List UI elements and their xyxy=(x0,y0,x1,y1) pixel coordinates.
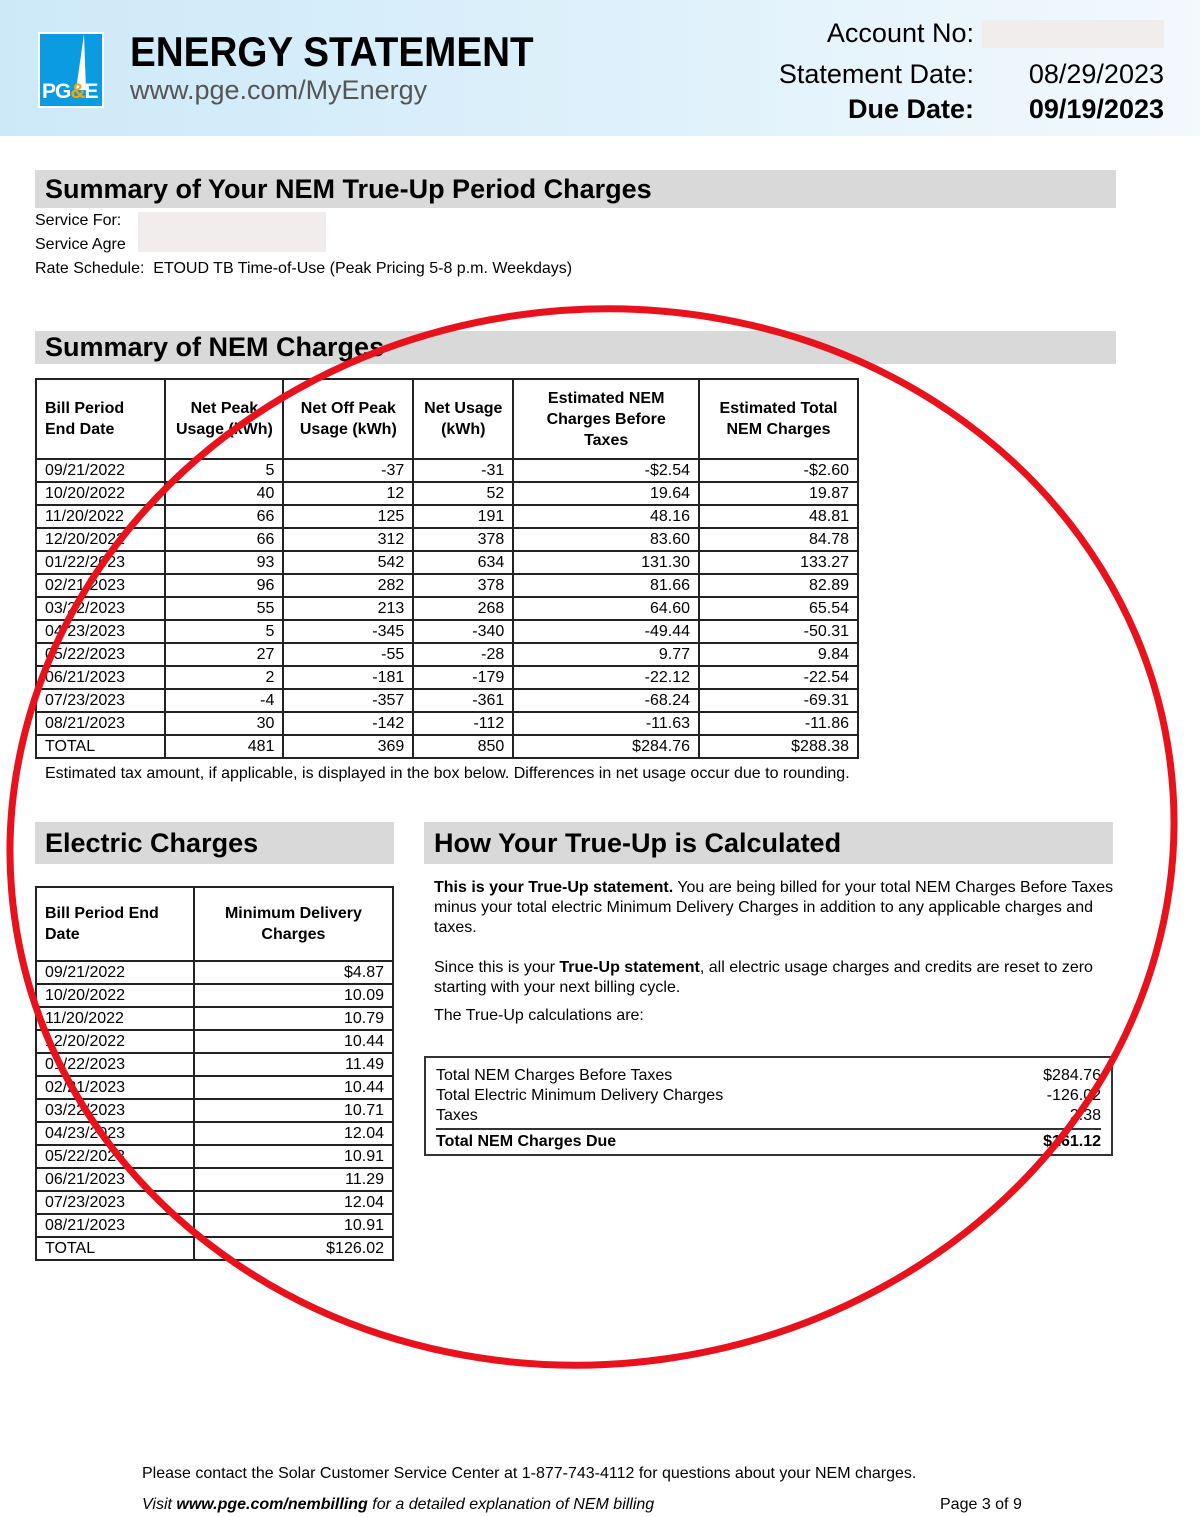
table-cell: 282 xyxy=(283,574,413,597)
table-cell: -28 xyxy=(413,643,513,666)
table-cell: TOTAL xyxy=(36,735,165,758)
table-cell: 10.91 xyxy=(194,1214,393,1237)
true-up-p2-rest: , all electric usage charges and credits are reset to zero starting with your next billing cycle. xyxy=(434,959,1093,996)
column-header: Net Usage (kWh) xyxy=(413,379,513,459)
table-cell: 12/20/2022 xyxy=(36,1030,194,1053)
calc-row xyxy=(436,1086,1101,1106)
statement-date-label: Statement Date: xyxy=(778,59,974,89)
service-redacted xyxy=(138,212,326,252)
table-cell: 48.81 xyxy=(699,505,858,528)
calc-value: -126.02 xyxy=(1046,1087,1101,1104)
table-row xyxy=(36,1168,393,1191)
calc-label: Total Electric Minimum Delivery Charges xyxy=(436,1087,724,1104)
total-due-label: Total NEM Charges Due xyxy=(436,1133,617,1150)
column-header: Estimated NEM Charges Before Taxes xyxy=(513,379,699,459)
table-row xyxy=(36,1122,393,1145)
table-cell: 83.60 xyxy=(513,528,699,551)
table-row xyxy=(36,551,858,574)
true-up-calculation-box xyxy=(424,1056,1113,1156)
account-label: Account No: xyxy=(826,18,974,48)
table-cell: 01/22/2023 xyxy=(36,551,165,574)
column-header: Estimated Total NEM Charges xyxy=(699,379,858,459)
calc-value: $284.76 xyxy=(1043,1067,1101,1084)
table-row xyxy=(36,459,858,482)
table-cell: -340 xyxy=(413,620,513,643)
true-up-p2-bold: True-Up statement xyxy=(559,959,700,976)
account-number-redacted xyxy=(982,20,1164,48)
table-cell: -49.44 xyxy=(513,620,699,643)
table-row xyxy=(36,574,858,597)
table-cell: -112 xyxy=(413,712,513,735)
table-row xyxy=(36,643,858,666)
table-row xyxy=(36,984,393,1007)
table-cell: -22.12 xyxy=(513,666,699,689)
table-cell: $4.87 xyxy=(194,961,393,984)
table-cell: 09/21/2022 xyxy=(36,459,165,482)
table-cell: 84.78 xyxy=(699,528,858,551)
table-cell: -37 xyxy=(283,459,413,482)
table-cell: 10.44 xyxy=(194,1076,393,1099)
rate-schedule-label: Rate Schedule: xyxy=(35,260,145,277)
table-row xyxy=(36,961,393,984)
table-cell: -142 xyxy=(283,712,413,735)
visit-note xyxy=(142,1496,654,1514)
table-row xyxy=(36,1099,393,1122)
table-cell: -361 xyxy=(413,689,513,712)
true-up-bold: This is your True-Up statement. xyxy=(434,879,674,896)
electric-charges-heading: Electric Charges xyxy=(35,822,394,864)
page-number: Page 3 of 9 xyxy=(940,1496,1022,1513)
table-cell: -$2.60 xyxy=(699,459,858,482)
table-cell: $288.38 xyxy=(699,735,858,758)
column-header: Minimum Delivery Charges xyxy=(194,887,393,961)
table-cell: 03/22/2023 xyxy=(36,1099,194,1122)
contact-note: Please contact the Solar Customer Service Center at 1-877-743-4112 for questions about your NEM charges. xyxy=(142,1465,917,1482)
table-cell: 11/20/2022 xyxy=(36,1007,194,1030)
table-cell: $284.76 xyxy=(513,735,699,758)
table-cell: 268 xyxy=(413,597,513,620)
column-header: Net Off Peak Usage (kWh) xyxy=(283,379,413,459)
table-cell: 08/21/2023 xyxy=(36,1214,194,1237)
due-date: 09/19/2023 xyxy=(1028,94,1164,124)
table-cell: 850 xyxy=(413,735,513,758)
calc-label: Taxes xyxy=(436,1107,478,1124)
table-row xyxy=(36,1076,393,1099)
table-cell: 9.84 xyxy=(699,643,858,666)
table-cell: 378 xyxy=(413,528,513,551)
table-cell: 12 xyxy=(283,482,413,505)
table-row xyxy=(36,1214,393,1237)
pge-logo: PG&E xyxy=(38,32,104,108)
table-row xyxy=(36,1030,393,1053)
table-cell: 40 xyxy=(165,482,283,505)
table-cell: 05/22/2023 xyxy=(36,643,165,666)
table-cell: -68.24 xyxy=(513,689,699,712)
table-cell: 27 xyxy=(165,643,283,666)
true-up-explanation xyxy=(434,878,1114,1046)
nem-charges-table xyxy=(35,378,859,759)
true-up-summary-heading: Summary of Your NEM True-Up Period Charges xyxy=(35,170,1116,208)
calc-row xyxy=(436,1066,1101,1086)
table-cell: 64.60 xyxy=(513,597,699,620)
table-cell: -50.31 xyxy=(699,620,858,643)
table-row xyxy=(36,689,858,712)
table-cell: -181 xyxy=(283,666,413,689)
table-cell: 02/21/2023 xyxy=(36,1076,194,1099)
electric-charges-table xyxy=(35,886,394,1261)
table-cell: 10.71 xyxy=(194,1099,393,1122)
table-cell: 05/22/2023 xyxy=(36,1145,194,1168)
table-cell: -345 xyxy=(283,620,413,643)
true-up-p3: The True-Up calculations are: xyxy=(434,1007,644,1024)
true-up-p1: You are being billed for your total NEM Charges Before Taxes minus your total electric Minimum Delivery Charges in addition to any applicable charges and taxes. xyxy=(434,879,1114,936)
table-cell: -11.63 xyxy=(513,712,699,735)
table-cell: 10.44 xyxy=(194,1030,393,1053)
table-cell: 369 xyxy=(283,735,413,758)
table-cell: -55 xyxy=(283,643,413,666)
table-cell: 01/22/2023 xyxy=(36,1053,194,1076)
table-row xyxy=(36,1145,393,1168)
table-cell: 10.79 xyxy=(194,1007,393,1030)
account-info xyxy=(779,16,1164,127)
table-cell: 5 xyxy=(165,459,283,482)
website-url: www.pge.com/MyEnergy xyxy=(130,75,428,105)
table-cell: -$2.54 xyxy=(513,459,699,482)
table-cell: 55 xyxy=(165,597,283,620)
table-cell: 19.64 xyxy=(513,482,699,505)
table-cell: 65.54 xyxy=(699,597,858,620)
table-cell: 82.89 xyxy=(699,574,858,597)
table-cell: -11.86 xyxy=(699,712,858,735)
table-cell: 06/21/2023 xyxy=(36,1168,194,1191)
table-cell: 93 xyxy=(165,551,283,574)
statement-header xyxy=(0,0,1200,136)
table-cell: $126.02 xyxy=(194,1237,393,1260)
table-cell: -22.54 xyxy=(699,666,858,689)
page-title: ENERGY STATEMENT xyxy=(130,28,534,75)
table-row xyxy=(36,712,858,735)
statement-date: 08/29/2023 xyxy=(1028,59,1164,89)
visit-pre: Visit xyxy=(142,1496,177,1513)
table-cell: 81.66 xyxy=(513,574,699,597)
table-cell: 12/20/2022 xyxy=(36,528,165,551)
table-cell: 213 xyxy=(283,597,413,620)
table-cell: 12.04 xyxy=(194,1122,393,1145)
table-row xyxy=(36,1007,393,1030)
table-cell: 07/23/2023 xyxy=(36,689,165,712)
rate-schedule-value: ETOUD TB Time-of-Use (Peak Pricing 5-8 p.m. Weekdays) xyxy=(153,260,573,277)
table-cell: 9.77 xyxy=(513,643,699,666)
total-row xyxy=(36,735,858,758)
table-cell: 03/22/2023 xyxy=(36,597,165,620)
table-cell: 10.91 xyxy=(194,1145,393,1168)
table-cell: 10.09 xyxy=(194,984,393,1007)
table-cell: 2 xyxy=(165,666,283,689)
table-row xyxy=(36,1191,393,1214)
table-cell: 542 xyxy=(283,551,413,574)
service-agreement-label: Service Agre xyxy=(35,236,126,253)
table-cell: 09/21/2022 xyxy=(36,961,194,984)
tax-note: Estimated tax amount, if applicable, is displayed in the box below. Differences in net usage occur due to rounding. xyxy=(45,765,850,782)
calc-label: Total NEM Charges Before Taxes xyxy=(436,1067,673,1084)
table-cell: -69.31 xyxy=(699,689,858,712)
table-cell: 11.49 xyxy=(194,1053,393,1076)
table-cell: 10/20/2022 xyxy=(36,984,194,1007)
table-cell: 125 xyxy=(283,505,413,528)
true-up-p2-start: Since this is your xyxy=(434,959,560,976)
table-cell: 11.29 xyxy=(194,1168,393,1191)
table-cell: 131.30 xyxy=(513,551,699,574)
table-cell: 481 xyxy=(165,735,283,758)
table-row xyxy=(36,1053,393,1076)
table-cell: -357 xyxy=(283,689,413,712)
total-due-value: $161.12 xyxy=(1043,1133,1101,1150)
table-cell: -4 xyxy=(165,689,283,712)
table-cell: 02/21/2023 xyxy=(36,574,165,597)
table-cell: 06/21/2023 xyxy=(36,666,165,689)
table-cell: 48.16 xyxy=(513,505,699,528)
table-row xyxy=(36,666,858,689)
total-due-row xyxy=(436,1128,1101,1152)
table-cell: 634 xyxy=(413,551,513,574)
table-cell: 10/20/2022 xyxy=(36,482,165,505)
table-cell: 07/23/2023 xyxy=(36,1191,194,1214)
table-row xyxy=(36,528,858,551)
table-cell: 133.27 xyxy=(699,551,858,574)
table-cell: TOTAL xyxy=(36,1237,194,1260)
table-cell: 04/23/2023 xyxy=(36,1122,194,1145)
table-cell: 312 xyxy=(283,528,413,551)
total-row xyxy=(36,1237,393,1260)
calc-value: 2.38 xyxy=(1069,1107,1101,1124)
table-row xyxy=(36,597,858,620)
table-cell: 30 xyxy=(165,712,283,735)
table-cell: 08/21/2023 xyxy=(36,712,165,735)
table-cell: 66 xyxy=(165,505,283,528)
visit-post: for a detailed explanation of NEM billing xyxy=(367,1496,655,1513)
due-date-label: Due Date: xyxy=(847,94,974,124)
table-cell: 191 xyxy=(413,505,513,528)
calc-row xyxy=(436,1106,1101,1126)
nem-billing-link[interactable]: www.pge.com/nembilling xyxy=(176,1496,368,1513)
column-header: Net Peak Usage (kWh) xyxy=(165,379,283,459)
table-cell: -31 xyxy=(413,459,513,482)
table-row xyxy=(36,482,858,505)
table-cell: 19.87 xyxy=(699,482,858,505)
column-header: Bill Period End Date xyxy=(36,379,165,459)
table-cell: 52 xyxy=(413,482,513,505)
table-row xyxy=(36,620,858,643)
table-cell: 5 xyxy=(165,620,283,643)
table-cell: 11/20/2022 xyxy=(36,505,165,528)
column-header: Bill Period End Date xyxy=(36,887,194,961)
true-up-calc-heading: How Your True-Up is Calculated xyxy=(424,822,1113,864)
table-cell: 378 xyxy=(413,574,513,597)
table-cell: -179 xyxy=(413,666,513,689)
table-cell: 66 xyxy=(165,528,283,551)
table-cell: 04/23/2023 xyxy=(36,620,165,643)
nem-charges-heading: Summary of NEM Charges xyxy=(35,331,1116,364)
service-for-label: Service For: xyxy=(35,212,122,229)
table-cell: 96 xyxy=(165,574,283,597)
table-row xyxy=(36,505,858,528)
table-cell: 12.04 xyxy=(194,1191,393,1214)
